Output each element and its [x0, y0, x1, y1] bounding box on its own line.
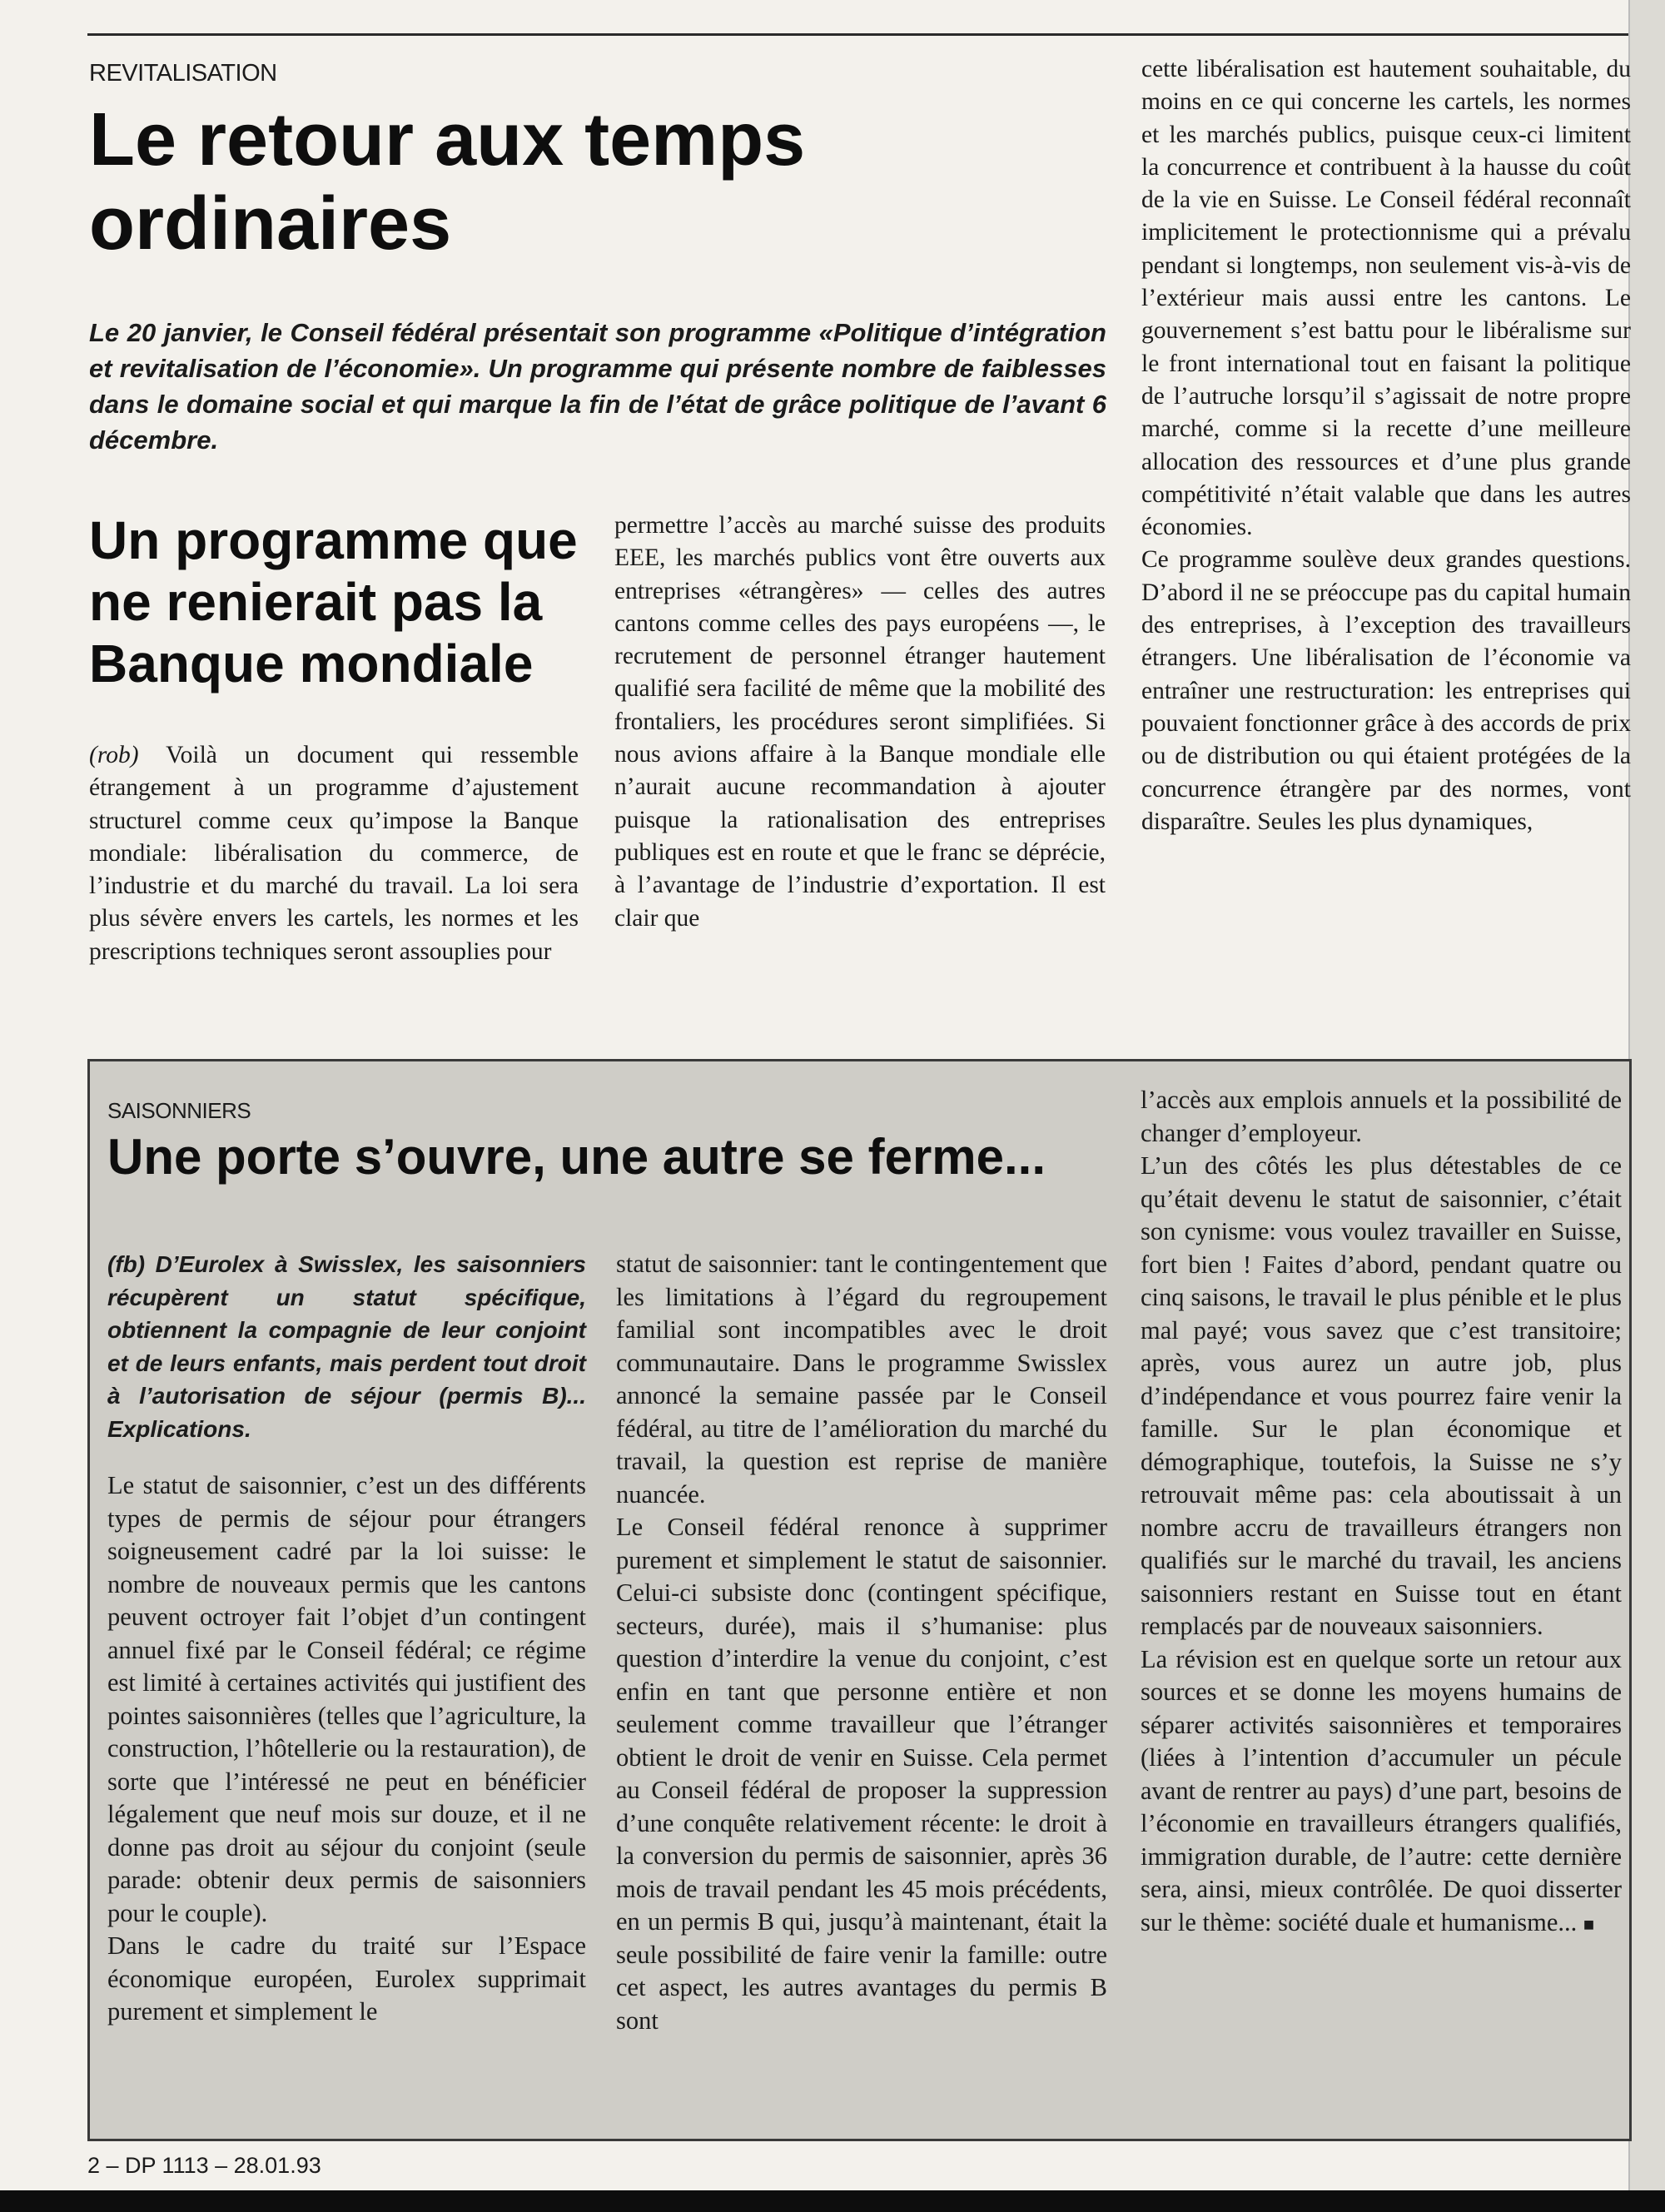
saisonniers-box	[87, 1059, 1632, 2141]
article1-headline: Le retour aux temps ordinaires	[89, 98, 806, 266]
article2-col2-paragraph-1: statut de saisonnier: tant le contingentement que les limitations à l’égard du regroupement familial sont incompatibles avec le droit communautaire. Dans le programme Swisslex annoncé la semaine passée par le Conseil fédéral, au titre de l’amélioration du marché du travail, la question est reprise de manière nuancée.	[616, 1250, 1107, 1509]
article2-col3-paragraph-3: La révision est en quelque sorte un retour aux sources et se donne les moyens humains de séparer activités saisonnières et temporaires (liées à l’intention d’accumuler un pécule avant de rentrer au pays) d’une part, besoins de l’économie en travailleurs étrangers qualifiés, immigration durable, de l’autre: cette dernière sera, ainsi, mieux contrôlée. De quoi disserter sur le thème: société duale et humanisme... ■	[1141, 1644, 1622, 1936]
article2-column-2	[616, 1248, 1107, 2037]
article1-column-1	[89, 739, 579, 968]
article2-column-1	[107, 1469, 586, 2029]
article1-column-3	[1141, 53, 1631, 838]
article1-subhead: Un programme que ne renierait pas la Banque mondiale	[89, 510, 578, 693]
article1-lead: Le 20 janvier, le Conseil fédéral présentait son programme «Politique d’intégration et revitalisation de l’économie». Un programme qui présente nombre de faiblesses dans le domaine social et qui marque la fin de l’état de grâce politique de l’avant 6 décembre.	[89, 318, 1106, 455]
article2-column-3	[1141, 1084, 1622, 1941]
article1-column-2	[614, 510, 1106, 935]
article1-byline: (rob)	[89, 742, 139, 768]
article2-kicker: SAISONNIERS	[107, 1098, 251, 1123]
article1-col3-paragraph-1: cette libéralisation est hautement souhaitable, du moins en ce qui concerne les cartels, les normes et les marchés publics, puisque ceux-ci limitent la concurrence et contribuent à la hausse du coût de la vie en Suisse. Le Conseil fédéral reconnaît implicitement le protectionnisme qui a prévalu pendant si longtemps, non seulement vis-à-vis de l’extérieur mais aussi entre les cantons. Le gouvernement s’est battu pour le libéralisme sur le front international tout en faisant la politique de l’autruche lorsqu’il s’agissait de notre propre marché, comme si la recette d’une meilleure allocation des ressources et d’une plus grande compétitivité n’était valable que dans les autres économies.	[1141, 56, 1631, 541]
page-edge	[1628, 0, 1665, 2212]
top-rule	[87, 33, 1632, 36]
article2-col2-paragraph-2: Le Conseil fédéral renonce à supprimer purement et simplement le statut de saisonnier. Celui-ci subsiste donc (contingent spécifique, secteurs, durée), mais il s’humanise: plus question d’interdire la venue du conjoint, c’est enfin en tant que personne entière et non seulement comme travailleur que l’étranger obtient le droit de venir en Suisse. Cela permet au Conseil fédéral de proposer la suppression d’une conquête relativement récente: le droit à la conversion du permis de saisonnier, après 36 mois de travail pendant les 45 mois précédents, en un permis B qui, jusqu’à maintenant, était la seule possibilité de faire venir la famille: outre cet aspect, les autres avantages du permis B sont	[616, 1513, 1107, 2035]
article1-kicker: REVITALISATION	[89, 60, 277, 87]
article2-headline: Une porte s’ouvre, une autre se ferme...	[107, 1129, 1046, 1185]
article1-col3-paragraph-2: Ce programme soulève deux grandes questions. D’abord il ne se préoccupe pas du capital humain des entreprises, à l’exception des travailleurs étrangers. Une libéralisation de l’économie va entraîner une restructuration: les entreprises qui pouvaient fonctionner grâce à des accords de prix ou de distribution ou qui étaient protégées de la concurrence étrangère par des normes, vont disparaître. Seules les plus dynamiques,	[1141, 546, 1631, 835]
article2-col1-paragraph-1: Le statut de saisonnier, c’est un des différents types de permis de séjour pour étrangers soigneusement cadré par la loi suisse: le nombre de nouveaux permis que les cantons peuvent octroyer fait l’objet d’un contingent annuel fixé par le Conseil fédéral; ce régime est limité à certaines activités qui justifient des pointes saisonnières (telles que l’agriculture, la construction, l’hôtellerie ou la restauration), de sorte que l’intéressé ne peut en bénéficier légalement que neuf mois sur douze, et il ne donne pas droit au séjour du conjoint (seule parade: obtenir deux permis de saisonniers pour le couple).	[107, 1471, 586, 1927]
article2-col3-paragraph-1: l’accès aux emplois annuels et la possibilité de changer d’employeur.	[1141, 1086, 1622, 1147]
bottom-band	[0, 2190, 1665, 2212]
article2-col3-paragraph-2: L’un des côtés les plus détestables de ce qu’était devenu le statut de saisonnier, c’était son cynisme: vous voulez travailler en Suisse, fort bien ! Faites d’abord, pendant quatre ou cinq saisons, le travail le plus pénible et le plus mal payé; vous savez que c’est transitoire; après, vous aurez un autre job, plus d’indépendance et vous pourrez faire venir la famille. Sur le plan économique et démographique, toutefois, la Suisse ne s’y retrouvait même pas: cela aboutissait à un nombre accru de travailleurs étrangers non qualifiés sur le marché du travail, les anciens saisonniers restant en Suisse tout en étant remplacés par de nouveaux saisonniers.	[1141, 1151, 1622, 1640]
article2-lead: (fb) D’Eurolex à Swisslex, les saisonniers récupèrent un statut spécifique, obtiennent la compagnie de leur conjoint et de leurs enfants, mais perdent tout droit à l’autorisation de séjour (permis B)... Explications.	[107, 1251, 586, 1442]
article1-col1-paragraph: (rob) Voilà un document qui ressemble étrangement à un programme d’ajustement structurel comme ceux qu’impose la Banque mondiale: libéralisation du commerce, de l’industrie et du marché du travail. La loi sera plus sévère envers les cartels, les normes et les prescriptions techniques seront assouplies pour	[89, 742, 579, 965]
page-folio: 2 – DP 1113 – 28.01.93	[87, 2153, 321, 2178]
end-mark-icon: ■	[1583, 1913, 1595, 1935]
article1-col2-paragraph: permettre l’accès au marché suisse des produits EEE, les marchés publics vont être ouverts aux entreprises «étrangères» — celles des autres cantons comme celles des pays européens —, le recrutement de personnel étranger hautement qualifié sera facilité de même que la mobilité des frontaliers, les procédures seront simplifiées. Si nous avions affaire à la Banque mondiale elle n’aurait aucune recommandation à ajouter puisque la rationalisation des entreprises publiques est en route et que le franc se déprécie, à l’avantage de l’industrie d’exportation. Il est clair que	[614, 512, 1106, 932]
article2-col1-paragraph-2: Dans le cadre du traité sur l’Espace économique européen, Eurolex supprimait purement et simplement le	[107, 1931, 586, 2026]
